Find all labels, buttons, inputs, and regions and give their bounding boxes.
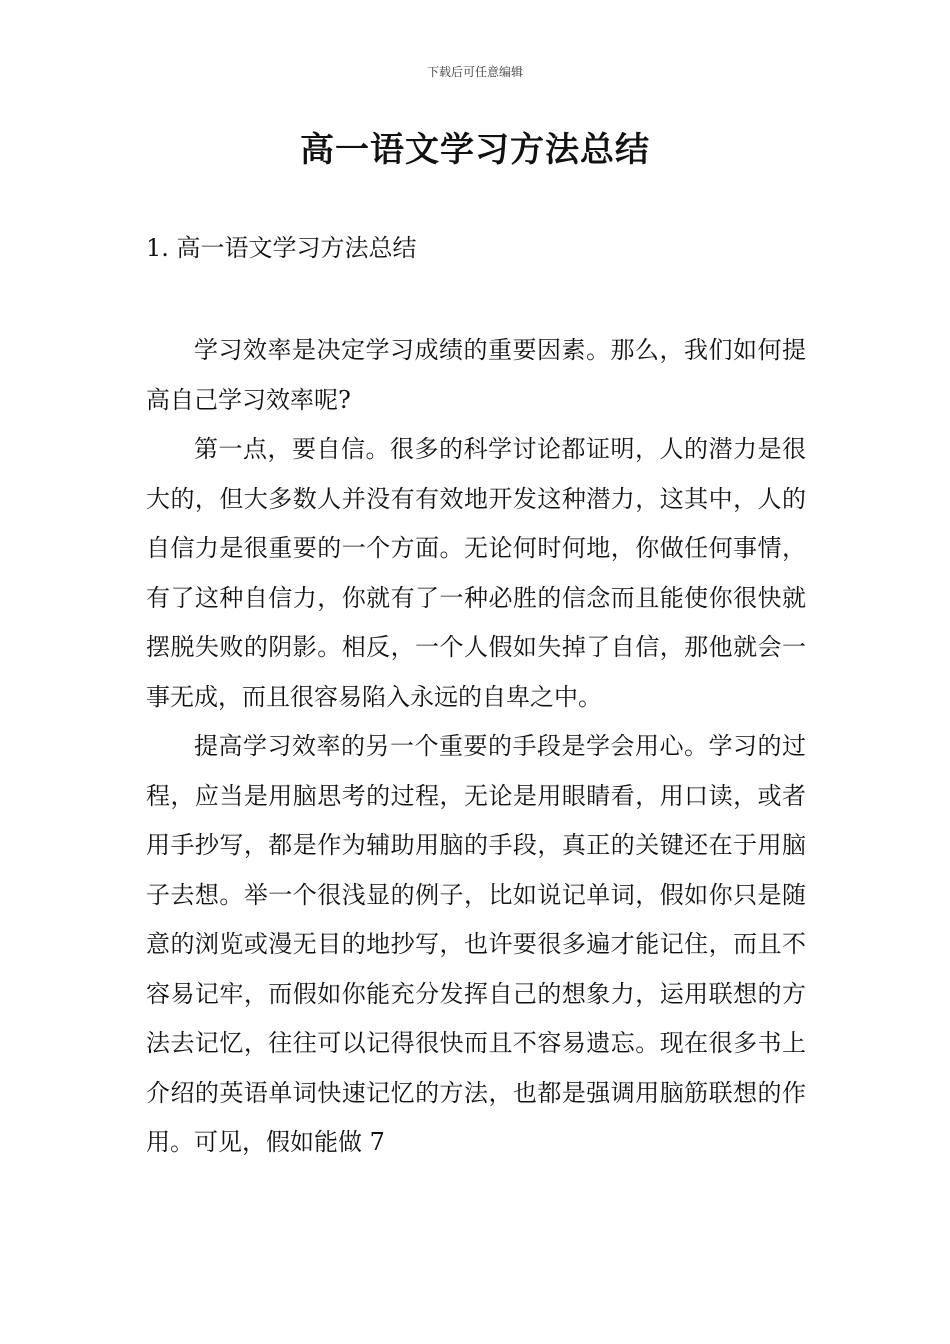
paragraph-confidence: 第一点，要自信。很多的科学讨论都证明，人的潜力是很大的，但大多数人并没有有效地开发这种潜力，这其中，人的自信力是很重要的一个方面。无论何时何地，你做任何事情，有了这种自信力，你就有了一种必胜的信念而且能使你很快就摆脱失败的阴影。相反，一个人假如失掉了自信，那他就会一事无成，而且很容易陷入永远的自卑之中。 (146, 435, 806, 711)
paragraph-intro: 学习效率是决定学习成绩的重要因素。那么，我们如何提高自己学习效率呢? (146, 336, 806, 414)
section-heading: 1. 高一语文学习方法总结 (146, 234, 417, 262)
header-note: 下载后可任意编辑 (426, 65, 523, 79)
body-text (146, 326, 806, 1168)
document-title: 高一语文学习方法总结 (300, 130, 650, 170)
paragraph-use-mind: 提高学习效率的另一个重要的手段是学会用心。学习的过程，应当是用脑思考的过程，无论是用眼睛看，用口读，或者用手抄写，都是作为辅助用脑的手段，真正的关键还在于用脑子去想。举一个很浅显的例子，比如说记单词，假如你只是随意的浏览或漫无目的地抄写，也许要很多遍才能记住，而且不容易记牢，而假如你能充分发挥自己的想象力，运用联想的方法去记忆，往往可以记得很快而且不容易遗忘。现在很多书上介绍的英语单词快速记忆的方法，也都是强调用脑筋联想的作用。可见，假如能做 7 (146, 732, 806, 1156)
